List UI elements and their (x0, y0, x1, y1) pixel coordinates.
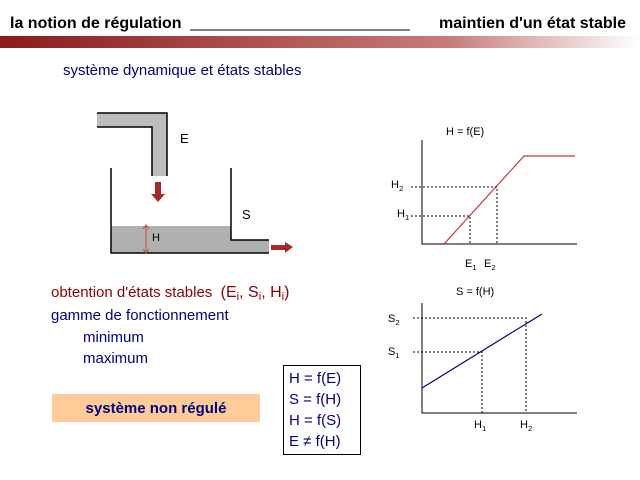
chart2-axes (422, 303, 577, 413)
equations-box (283, 365, 361, 455)
tank-wall-right (231, 168, 269, 240)
chart2-guide-1 (413, 352, 482, 413)
outlet-arrow-head (285, 242, 293, 253)
section-subtitle: système dynamique et états stables (63, 62, 302, 79)
tank-label-s: S (242, 207, 251, 222)
outlet-arrow-shaft (271, 245, 285, 250)
chart2-label-h2: $H_2$ (520, 419, 533, 433)
chart2-label-s2: $S_2$ (388, 313, 400, 327)
minimum-line: minimum (83, 329, 144, 346)
equation-1: H = f(E) (289, 370, 342, 387)
chart1-label-e2: $E_2$ (484, 258, 496, 272)
tank-water (111, 226, 231, 253)
chart1-label-h2: $H_2$ (391, 179, 404, 193)
inlet-arrow-head (151, 194, 165, 202)
equation-2: S = f(H) (289, 391, 342, 408)
non-regule-label: système non régulé (85, 399, 227, 417)
outlet-water (231, 240, 269, 253)
chart1-guide-1 (411, 216, 470, 244)
obtention-line: obtention d'états stables ($E_i$, $S_i$, $H_i$) (51, 284, 290, 303)
chart2-title: S = f(H) (456, 286, 495, 298)
maximum-line: maximum (83, 350, 149, 367)
non-regule-box (52, 394, 260, 422)
chart1-title: H = f(E) (446, 126, 485, 138)
chart2-guide-2 (413, 318, 526, 413)
inlet-arrow-shaft (155, 182, 161, 194)
tank-label-h: H (152, 232, 160, 244)
gamme-line: gamme de fonctionnement (51, 307, 229, 324)
header-right-title: maintien d'un état stable (439, 15, 626, 32)
tank-label-e: E (180, 131, 189, 146)
equation-3: H = f(S) (289, 412, 342, 429)
chart1-label-e1: $E_1$ (465, 258, 477, 272)
header-bar (0, 36, 640, 48)
header-left-title: la notion de régulation (10, 15, 182, 32)
equation-4: E ≠ f(H) (289, 433, 341, 450)
inlet-pipe-inner (97, 127, 152, 176)
chart2-label-h1: $H_1$ (474, 419, 487, 433)
chart2-label-s1: $S_1$ (388, 346, 400, 360)
inlet-pipe-vertical (152, 113, 167, 176)
chart1-series (444, 156, 575, 244)
chart1-label-h1: $H_1$ (397, 208, 410, 222)
